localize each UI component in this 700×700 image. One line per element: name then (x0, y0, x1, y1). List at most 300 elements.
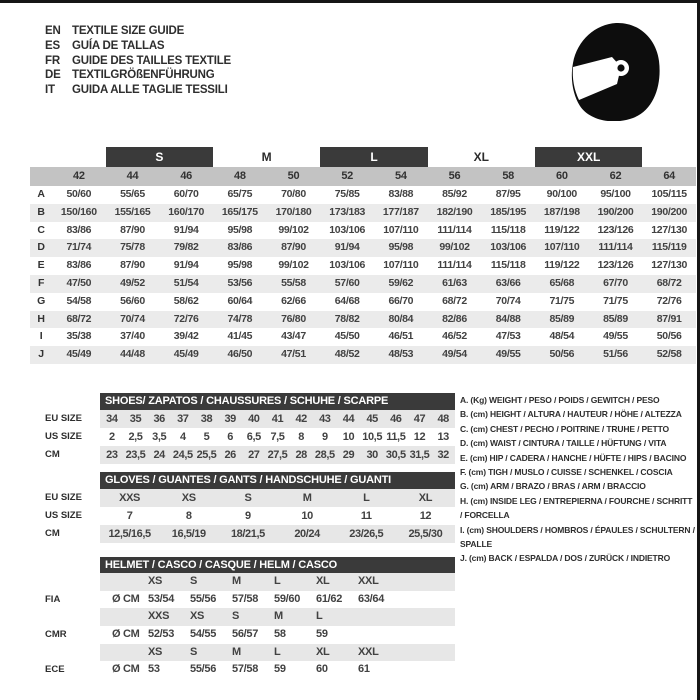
size-value: 60/64 (227, 294, 253, 307)
size-value: L (274, 645, 281, 658)
size-value: 47 (413, 413, 426, 425)
row-label: CMR (45, 629, 67, 641)
size-value: 41 (271, 413, 284, 425)
helmet-icon (570, 21, 660, 121)
size-value: M (274, 610, 283, 623)
size-value: 25,5/30 (408, 528, 443, 540)
size-value: M (232, 645, 241, 658)
table-row (30, 204, 696, 222)
size-value: 85/89 (603, 312, 628, 325)
size-value: 75/85 (334, 188, 360, 200)
table-row (40, 446, 455, 464)
row-label: US SIZE (45, 431, 82, 442)
size-value: 182/190 (436, 205, 473, 218)
size-value: 50/60 (66, 188, 92, 200)
shoes-table (40, 393, 455, 464)
size-value: 10,5 (362, 431, 383, 443)
row-label (40, 608, 100, 626)
row-label: FIA (45, 593, 61, 605)
size-value: XL (316, 575, 330, 587)
size-value: 115/118 (490, 223, 526, 236)
diameter-unit (100, 644, 148, 662)
cell-strip (100, 608, 455, 626)
size-value (358, 626, 400, 644)
size-value: 72/76 (173, 312, 199, 325)
row-letter: D (37, 241, 45, 254)
size-group-L: L (320, 147, 427, 167)
size-value: 107/110 (383, 223, 419, 236)
size-value: 123/126 (597, 259, 634, 272)
size-value: 68/72 (656, 276, 682, 289)
size-value: XL (316, 645, 330, 658)
size-value: 70/74 (120, 312, 145, 325)
table-row (30, 257, 696, 275)
legend-item: G. (cm) ARM / BRAZO / BRAS / ARM / BRACCIO (460, 481, 646, 492)
diameter-unit (100, 573, 148, 591)
numeric-size: 42 (73, 170, 85, 182)
row-label (40, 573, 100, 591)
numeric-size: 50 (287, 170, 300, 182)
size-value: 5 (203, 431, 210, 443)
shoes-rows (40, 410, 455, 464)
size-value: 82/86 (442, 312, 467, 325)
language-code: ES (45, 39, 60, 52)
size-value: L (363, 492, 370, 504)
language-title: GUIDE DES TAILLES TEXTILE (72, 54, 231, 67)
legend-item: E. (cm) HIP / CADERA / HANCHE / HÜFTE / HIPS / BACINO (460, 452, 687, 463)
size-value: 61/63 (442, 276, 467, 289)
table-row (30, 346, 696, 364)
size-value: 87/90 (120, 259, 145, 272)
size-value: 56/57 (232, 628, 259, 641)
top-edge-line (0, 0, 700, 3)
numeric-size: 58 (502, 170, 514, 182)
size-value: 99/102 (278, 259, 309, 272)
table-row (30, 293, 696, 311)
size-value: 127/130 (651, 223, 688, 236)
size-value: 54/58 (66, 294, 92, 307)
size-value: 6,5 (246, 431, 261, 443)
size-value: 68/72 (442, 294, 467, 307)
size-value: 50/56 (656, 330, 682, 343)
diameter-unit: Ø CM (112, 663, 140, 676)
language-row (45, 54, 231, 69)
numeric-size: 62 (609, 170, 622, 182)
size-value: 11,5 (386, 431, 406, 443)
size-value: 119/122 (544, 259, 580, 272)
table-row (30, 275, 696, 293)
size-value: 36 (153, 413, 165, 425)
size-value: 95/98 (227, 259, 253, 272)
size-value: 95/98 (388, 241, 414, 254)
size-value: 18/21,5 (230, 528, 265, 540)
size-value: 91/94 (334, 241, 360, 254)
table-row (30, 239, 696, 257)
table-row (40, 608, 455, 626)
size-value: 45/49 (66, 348, 92, 361)
row-label: CM (45, 528, 60, 539)
size-value: 74/78 (227, 312, 253, 325)
size-value: 3,5 (152, 431, 167, 443)
size-value: 54/55 (190, 628, 217, 641)
size-value: 35 (129, 413, 142, 425)
size-value: 10 (342, 431, 355, 443)
size-value: 190/200 (597, 205, 634, 218)
language-code: FR (45, 54, 60, 67)
row-label: US SIZE (45, 510, 82, 521)
size-value: 55/65 (120, 188, 145, 200)
table-row (40, 489, 455, 507)
size-value: 24,5 (172, 449, 193, 461)
size-value: 59 (274, 663, 286, 676)
size-value: 51/54 (173, 276, 199, 289)
size-value: 87/91 (656, 312, 682, 325)
textile-size-table (30, 147, 696, 364)
size-value: 43 (319, 413, 331, 425)
size-value: 65/75 (227, 188, 253, 200)
cell-strip (100, 410, 455, 428)
size-value: 55/56 (190, 663, 217, 676)
measurement-legend (460, 393, 696, 566)
row-letter: J (38, 348, 44, 361)
size-value: 87/95 (495, 188, 521, 200)
size-value: 53/54 (148, 592, 175, 605)
size-value: 95/100 (600, 188, 631, 200)
legend-item: D. (cm) WAIST / CINTURA / TAILLE / HÜFTUNG / VITA (460, 438, 667, 449)
size-value: 41/45 (227, 330, 253, 343)
language-code: EN (45, 25, 61, 37)
size-value: 48 (437, 413, 449, 425)
legend-item: H. (cm) INSIDE LEG / ENTREPIERNA / FOURCHE / SCHRITT / FORCELLA (460, 495, 693, 521)
size-value: 57/60 (334, 276, 360, 289)
size-value: 177/187 (382, 205, 419, 218)
size-value: 87/90 (281, 241, 306, 254)
size-value: 12 (419, 510, 432, 522)
size-value: 59/62 (388, 276, 414, 289)
size-value: 52/53 (148, 628, 175, 641)
size-value: 31,5 (409, 449, 430, 461)
language-row (45, 24, 231, 39)
size-value: 127/130 (651, 259, 688, 272)
size-value: 49/54 (442, 348, 467, 361)
size-value: 40 (248, 413, 260, 425)
size-value: 80/84 (388, 312, 414, 325)
helmet-table (40, 557, 455, 679)
language-list (45, 24, 231, 98)
size-value: 187/198 (543, 205, 580, 218)
size-value: 64/68 (334, 294, 360, 307)
size-value: 30,5 (385, 449, 406, 461)
size-value: 23,5 (125, 449, 146, 461)
size-value: 28 (295, 449, 307, 461)
size-value: 85/92 (442, 188, 467, 200)
size-value: 99/102 (439, 241, 470, 254)
cell-strip (100, 525, 455, 543)
size-value: XS (190, 610, 205, 623)
size-value: 115/118 (490, 259, 526, 272)
size-value: 8 (185, 510, 192, 522)
size-value: 57/58 (232, 592, 259, 605)
size-value: 115/119 (651, 241, 687, 254)
row-letter: C (37, 223, 45, 236)
size-value: 150/160 (60, 205, 97, 218)
helmet-rows (40, 573, 455, 679)
size-value: 7,5 (270, 431, 285, 443)
size-value: 47/50 (66, 276, 92, 289)
size-value: M (302, 492, 312, 504)
numeric-size: 54 (395, 170, 407, 182)
table-row (40, 525, 455, 543)
size-value: 78/82 (334, 312, 360, 325)
row-label: EU SIZE (45, 413, 82, 424)
size-value: 68/72 (66, 312, 92, 325)
size-value: XXS (148, 610, 170, 623)
row-label: EU SIZE (45, 492, 82, 503)
size-value: 165/175 (221, 205, 258, 218)
size-value: 46/52 (442, 330, 467, 343)
size-value: 44/48 (120, 348, 145, 361)
size-value: 91/94 (173, 259, 199, 272)
table-row (40, 626, 455, 644)
language-code: DE (45, 69, 61, 82)
size-value: L (316, 610, 323, 623)
cell-strip (100, 661, 455, 679)
language-title: TEXTILGRÖßENFÜHRUNG (72, 69, 215, 82)
size-value: 43/47 (281, 330, 306, 343)
size-value: 30 (366, 449, 378, 461)
size-value: 70/74 (495, 294, 521, 307)
size-value: 71/74 (66, 241, 92, 254)
size-value: 62/66 (281, 294, 306, 307)
size-value: 185/195 (490, 205, 527, 218)
size-value: 39 (224, 413, 236, 425)
numeric-size: 44 (126, 170, 139, 182)
size-value: M (232, 575, 241, 587)
language-row (45, 83, 231, 98)
size-value: 61/62 (316, 592, 343, 605)
table-row (40, 661, 455, 679)
size-value: 52/58 (656, 348, 682, 361)
size-value: XXL (358, 645, 379, 658)
size-value: 111/114 (437, 259, 472, 272)
size-value (358, 608, 400, 626)
legend-item: C. (cm) CHEST / PECHO / POITRINE / TRUHE / PETTO (460, 423, 669, 434)
size-value: 23 (106, 449, 118, 461)
size-value: 66/70 (388, 294, 414, 307)
row-letter: I (39, 330, 43, 343)
size-value: 4 (179, 431, 186, 443)
size-value: 103/106 (329, 223, 366, 236)
table-row (30, 186, 696, 204)
size-value: 76/80 (281, 312, 306, 325)
size-value: 58/62 (173, 294, 199, 307)
diameter-unit: Ø CM (112, 592, 140, 605)
size-value: 32 (437, 449, 449, 461)
row-letter: H (37, 312, 45, 325)
size-value: 83/86 (66, 223, 92, 236)
size-value: 75/78 (120, 241, 145, 254)
size-value: 91/94 (173, 223, 199, 236)
size-value: 45/49 (173, 348, 199, 361)
size-value: 39/42 (173, 330, 199, 343)
size-value: 42 (295, 413, 307, 425)
size-value: 35/38 (66, 330, 92, 343)
size-value: 8 (298, 431, 305, 443)
cell-strip (100, 626, 455, 644)
size-value: 111/114 (437, 223, 472, 236)
row-label: CM (45, 449, 60, 460)
size-value: 48/54 (549, 330, 575, 343)
size-value: 12 (413, 431, 426, 443)
legend-item: A. (Kg) WEIGHT / PESO / POIDS / GEWITCH / PESO (460, 395, 660, 405)
size-value: XXS (119, 492, 140, 504)
size-value: 55/56 (190, 592, 217, 605)
size-value: S (244, 492, 252, 504)
size-value: 99/102 (278, 223, 309, 236)
size-value: 72/76 (656, 294, 682, 307)
spacer-cell (30, 167, 52, 186)
size-value: 107/110 (383, 259, 419, 272)
gloves-title-bar: GLOVES / GUANTES / GANTS / HANDSCHUHE / GUANTI (100, 472, 455, 489)
size-value: 49/55 (603, 330, 628, 343)
cell-strip (100, 428, 455, 446)
size-value: 111/114 (598, 241, 633, 254)
size-value: 95/98 (227, 223, 253, 236)
size-value: S (190, 575, 198, 587)
language-code: IT (45, 84, 55, 97)
legend-item: F. (cm) TIGH / MUSLO / CUISSE / SCHENKEL / COSCIA (460, 467, 673, 478)
size-value: 29 (342, 449, 355, 461)
size-value: 48/52 (334, 348, 360, 361)
size-value: 9 (321, 431, 328, 443)
table-row (40, 410, 455, 428)
size-value: 46/50 (227, 348, 253, 361)
size-value: 27,5 (267, 449, 288, 461)
numeric-size: 52 (341, 170, 353, 182)
size-value: 84/88 (495, 312, 521, 325)
table-row (40, 573, 455, 591)
size-value: 123/126 (597, 223, 634, 236)
cell-strip (100, 489, 455, 507)
size-value: S (232, 610, 240, 623)
table-row (30, 311, 696, 329)
size-value: 11 (360, 510, 372, 522)
size-value: 7 (126, 510, 133, 522)
size-value: 65/68 (549, 276, 575, 289)
size-value: 9 (245, 510, 251, 522)
size-value: 85/89 (549, 312, 575, 325)
size-value: 160/170 (168, 205, 205, 218)
size-value: L (274, 575, 281, 587)
size-value: 25,5 (196, 449, 217, 461)
size-value: 63/64 (358, 592, 385, 605)
size-group-XL: XL (473, 150, 489, 164)
diameter-unit: Ø CM (112, 628, 140, 641)
size-value: 13 (437, 431, 449, 443)
size-value: 20/24 (294, 528, 320, 540)
size-value: 119/122 (544, 223, 580, 236)
numeric-size: 60 (556, 170, 568, 182)
table-row (30, 222, 696, 240)
size-value: 51/56 (603, 348, 628, 361)
cell-strip (100, 591, 455, 609)
size-value: 6 (227, 431, 234, 443)
size-value: XL (418, 492, 433, 504)
size-value: 45/50 (334, 330, 360, 343)
size-value: 2,5 (128, 431, 143, 443)
size-value: 47/53 (495, 330, 521, 343)
cell-strip (100, 644, 455, 662)
language-row (45, 68, 231, 83)
size-value: 59 (316, 628, 328, 641)
size-value: 37 (177, 413, 189, 425)
size-group-S: S (106, 147, 213, 167)
size-value: 45 (366, 413, 378, 425)
size-value: 83/88 (388, 188, 414, 200)
size-value: 103/106 (329, 259, 366, 272)
cell-strip (100, 507, 455, 525)
table-row (40, 644, 455, 662)
size-value: 71/75 (549, 294, 575, 307)
size-value: XS (181, 492, 196, 504)
size-value: 60/70 (173, 188, 199, 200)
size-value: 48/53 (388, 348, 414, 361)
size-group-M: M (261, 150, 272, 164)
textile-rows (30, 186, 696, 364)
size-value: 190/200 (651, 205, 688, 218)
cell-strip (100, 573, 455, 591)
size-value: 63/66 (495, 276, 521, 289)
size-value: 61 (358, 663, 370, 676)
size-value: 56/60 (120, 294, 145, 307)
shoes-title-bar: SHOES/ ZAPATOS / CHAUSSURES / SCHUHE / SCARPE (100, 393, 455, 410)
size-value: 170/180 (275, 205, 312, 218)
cell-strip (100, 446, 455, 464)
numeric-size-row (30, 167, 696, 186)
legend-item: B. (cm) HEIGHT / ALTURA / HAUTEUR / HÖHE / ALTEZZA (460, 409, 682, 420)
size-value: 53/56 (227, 276, 253, 289)
size-value: 55/58 (281, 276, 306, 289)
size-value: 47/51 (281, 348, 306, 361)
language-title: GUÍA DE TALLAS (72, 39, 165, 52)
diameter-unit (100, 608, 148, 626)
gloves-table (40, 472, 455, 543)
size-value: XS (148, 645, 163, 658)
size-value: 105/115 (651, 188, 687, 200)
table-row (40, 428, 455, 446)
language-title: TEXTILE SIZE GUIDE (72, 25, 185, 37)
size-value: 46/51 (388, 330, 414, 343)
size-value: XS (148, 575, 163, 587)
size-value: 34 (106, 413, 118, 425)
size-value: 38 (200, 413, 213, 425)
table-row (40, 591, 455, 609)
size-value: 53 (148, 663, 160, 676)
row-letter: A (37, 188, 45, 200)
numeric-size: 46 (180, 170, 192, 182)
row-letter: G (37, 294, 45, 307)
size-value: 50/56 (549, 348, 575, 361)
helmet-title-bar: HELMET / CASCO / CASQUE / HELM / CASCO (100, 557, 455, 573)
size-value: 103/106 (490, 241, 527, 254)
table-row (40, 507, 455, 525)
size-value: 79/82 (173, 241, 199, 254)
size-value: 23/26,5 (349, 528, 384, 540)
size-value: 16,5/19 (171, 528, 206, 540)
size-value: 44 (342, 413, 355, 425)
legend-item: I. (cm) SHOULDERS / HOMBROS / ÉPAULES / SCHULTERN / SPALLE (460, 524, 695, 550)
size-value: 60 (316, 663, 328, 676)
